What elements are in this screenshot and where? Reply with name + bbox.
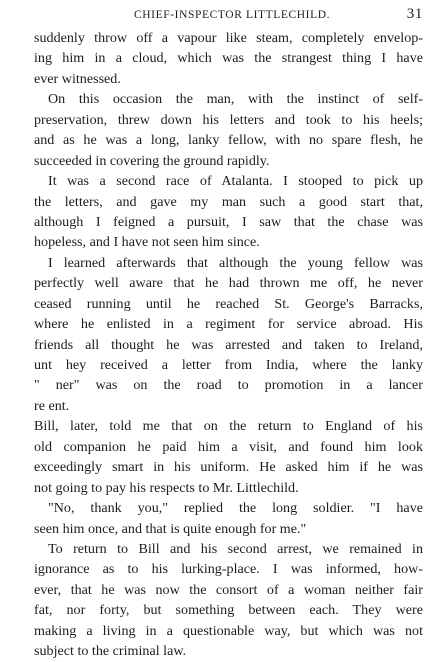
text-line: "No, thank you," replied the long soldier. "I have [48,500,423,517]
text-line: suddenly throw off a vapour like steam, completely envelop- [34,30,423,46]
text-line: seen him once, and that is quite enough for me." [34,520,307,537]
text-line: perfectly well aware that he had thrown me off, he never [34,275,423,292]
body-text [34,28,423,662]
text-line: I learned afterwards that although the young fellow was [48,254,423,271]
text-line: although I feigned a pursuit, I saw that the chase was [34,213,423,230]
text-line: the letters, and gave my man such a good start that, [34,193,423,210]
text-line: friends all thought he was arrested and taken to Ireland, [34,336,423,353]
paragraph [34,416,423,498]
text-line: not going to pay his respects to Mr. Littlechild. [34,479,299,496]
text-line: fat, nor forty, but something between each. They were [34,602,423,619]
text-line: succeeded in covering the ground rapidly. [34,152,270,169]
text-line: subject to the criminal law. [34,643,187,660]
text-line: where he enlisted in a regiment for service abroad. His [34,316,423,333]
text-line: To return to Bill and his second arrest, we remained in [48,540,423,557]
text-line: and as he was a long, lanky fellow, with no spare flesh, he [34,132,423,149]
text-line: ever witnessed. [34,70,121,87]
text-line: On this occasion the man, with the instinct of self- [48,91,423,108]
page-number: 31 [406,6,423,22]
text-line: making a living in a questionable way, but which was not [34,622,423,639]
text-line: ing him in a cloud, which was the strangest thing I have [34,50,423,67]
text-line: unt hey received a letter from India, where the lanky [34,357,423,373]
text-line: exceedingly smart in his uniform. He asked him if he was [34,459,423,476]
text-line: ever, that he was now the consort of a woman neither fair [34,581,423,598]
text-line: It was a second race of Atalanta. I stooped to pick up [48,173,423,190]
text-line: re ent. [34,397,70,414]
paragraph [34,253,423,417]
text-line: ignorance as to his lurking-place. I was informed, how- [34,561,423,578]
paragraph [34,89,423,171]
text-line: hopeless, and I have not seen him since. [34,234,260,251]
text-line: ceased running until he reached St. George's Barracks, [34,295,423,312]
text-line: Bill, later, told me that on the return to England of his [34,418,423,435]
running-title: CHIEF-INSPECTOR LITTLECHILD. [134,9,331,21]
running-header [36,5,423,25]
paragraph [34,171,423,253]
paragraph [34,498,423,539]
text-line: preservation, threw down his letters and took to his heels; [34,111,423,128]
paragraph [34,28,423,89]
paragraph [34,539,423,662]
text-line: " ner" was on the road to promotion in a lancer [34,377,423,394]
text-line: old companion he paid him a visit, and found him look [34,438,423,455]
